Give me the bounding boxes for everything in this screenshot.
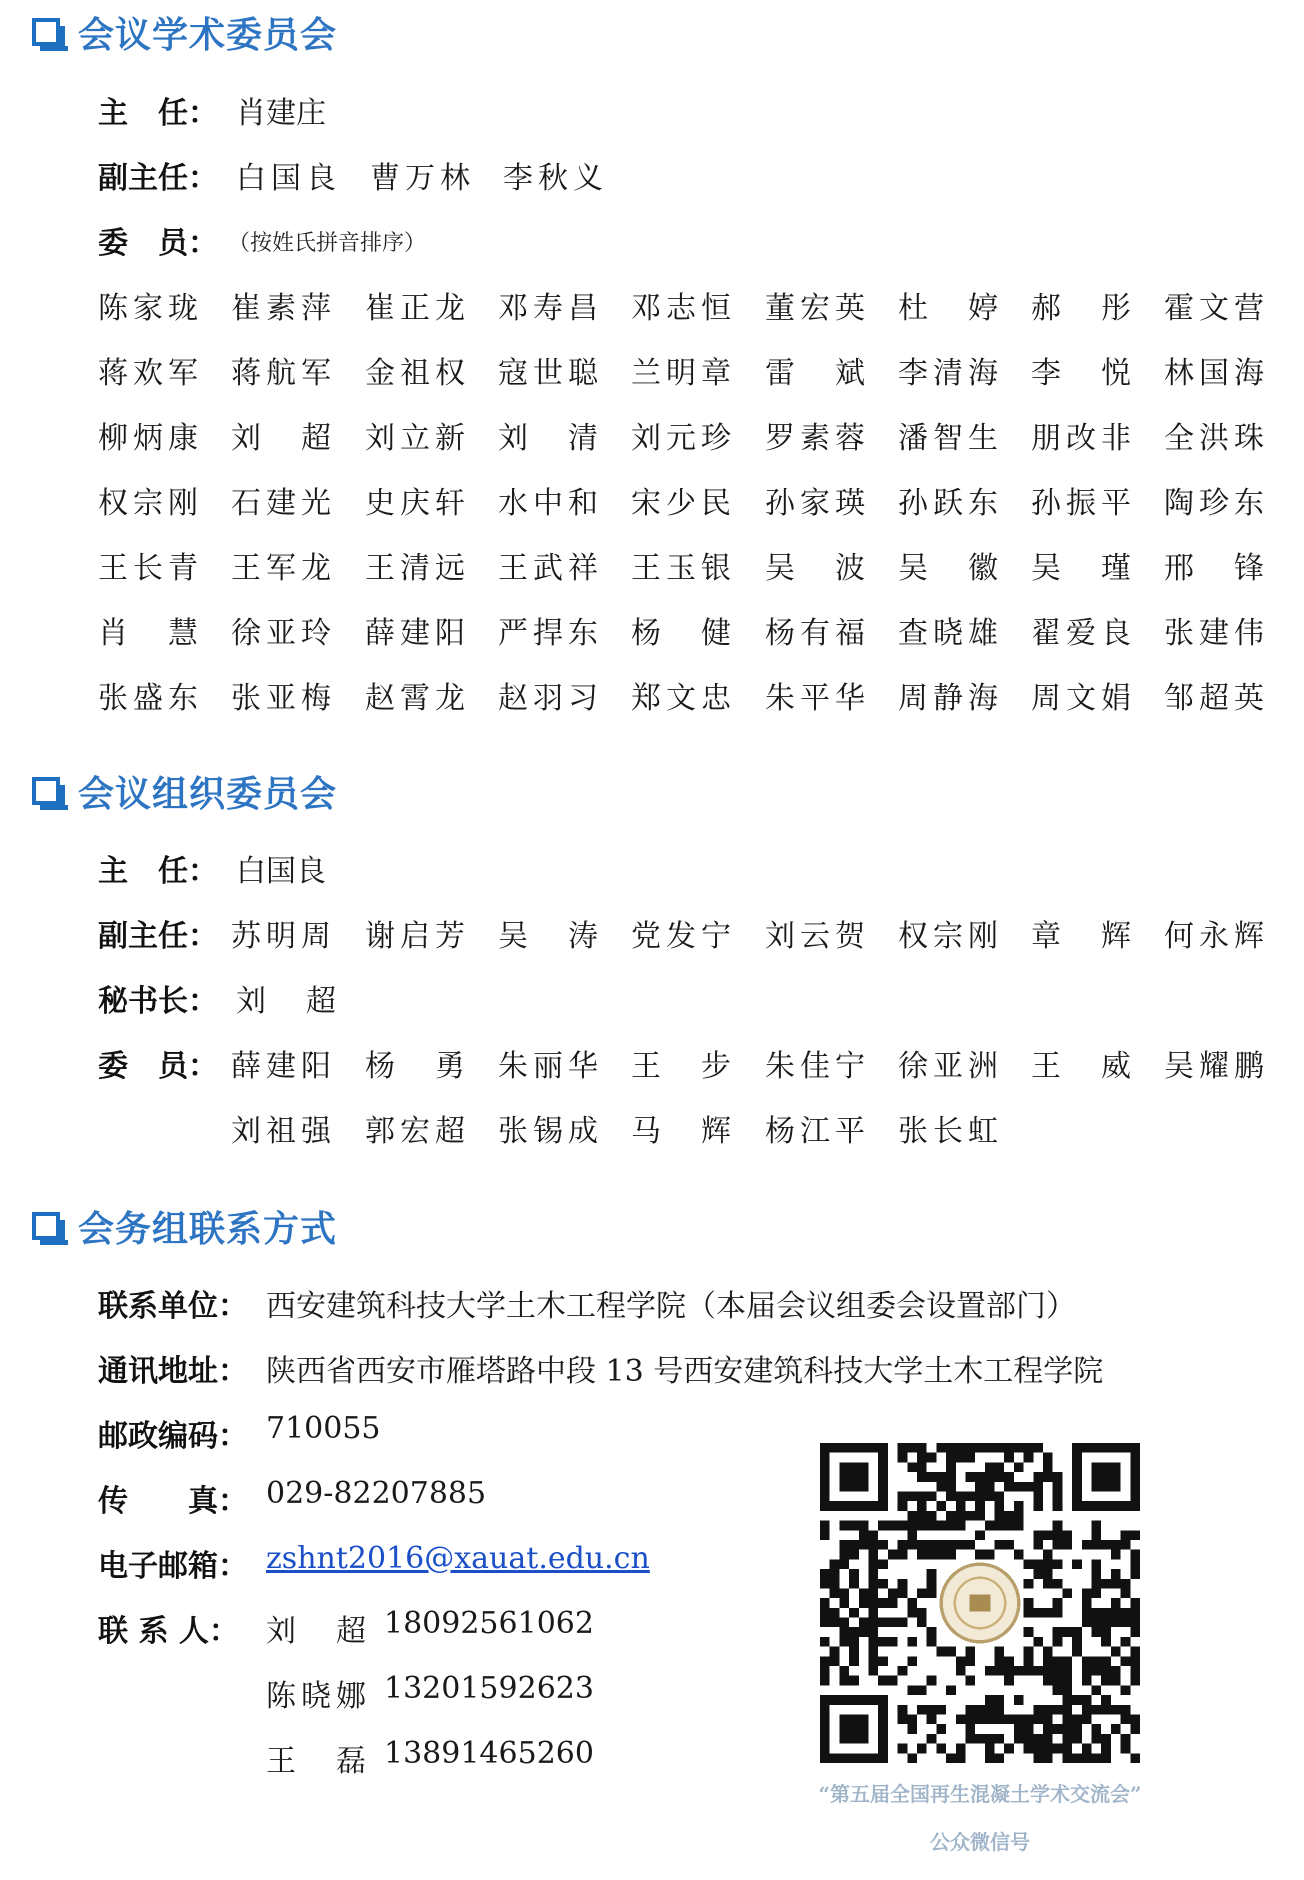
committee-member-name: 翟爱良 bbox=[1031, 616, 1131, 651]
committee-member-name: 刘祖强 bbox=[231, 1114, 331, 1149]
committee-member-name: 刘 清 bbox=[498, 421, 598, 456]
organizing-committee-heading bbox=[32, 765, 337, 817]
committee-member-name: 杜 婷 bbox=[898, 291, 998, 326]
committee-member-name: 兰明章 bbox=[631, 356, 731, 391]
committee-member-name: 杨 勇 bbox=[365, 1049, 465, 1084]
committee-member-name: 邹超英 bbox=[1164, 681, 1264, 716]
committee-member-name: 邓志恒 bbox=[631, 291, 731, 326]
committee-member-name: 孙跃东 bbox=[898, 486, 998, 521]
fax-value: 029-82207885 bbox=[266, 1476, 487, 1511]
committee-member-name: 严捍东 bbox=[498, 616, 598, 651]
committee-member-name: 王长青 bbox=[98, 551, 198, 586]
committee-member-name: 张盛东 bbox=[98, 681, 198, 716]
committee-member-name: 霍文营 bbox=[1164, 291, 1264, 326]
committee-member-name: 查晓雄 bbox=[898, 616, 998, 651]
committee-member-name: 朋改非 bbox=[1031, 421, 1131, 456]
committee-member-name: 陶珍东 bbox=[1164, 486, 1264, 521]
committee-member-name: 王清远 bbox=[365, 551, 465, 586]
checkbox-square-icon bbox=[32, 777, 60, 805]
person-label: 联 系 人： bbox=[98, 1614, 239, 1649]
committee-member-name: 全洪珠 bbox=[1164, 421, 1264, 456]
members-label: 委 员： bbox=[98, 226, 218, 261]
organizing-committee-title: 会议组织委员会 bbox=[78, 773, 338, 815]
committee-member-name: 宋少民 bbox=[631, 486, 731, 521]
committee-member-name: 郑文忠 bbox=[631, 681, 731, 716]
committee-member-name: 蒋航军 bbox=[231, 356, 331, 391]
deputy-name: 曹万林 bbox=[370, 161, 470, 196]
deputy-name: 刘云贺 bbox=[765, 919, 865, 954]
committee-member-name: 马 辉 bbox=[631, 1114, 731, 1149]
checkbox-square-icon bbox=[32, 1212, 60, 1240]
committee-member-name: 林国海 bbox=[1164, 356, 1264, 391]
committee-member-name: 李清海 bbox=[898, 356, 998, 391]
committee-member-name: 蒋欢军 bbox=[98, 356, 198, 391]
address-label: 通讯地址： bbox=[98, 1354, 248, 1389]
person-phone: 13891465260 bbox=[384, 1736, 594, 1771]
committee-member-name: 罗素蓉 bbox=[765, 421, 865, 456]
director-label: 主 任： bbox=[98, 854, 218, 889]
committee-member-name: 张亚梅 bbox=[231, 681, 331, 716]
committee-member-name: 刘 超 bbox=[231, 421, 331, 456]
committee-member-name: 潘智生 bbox=[898, 421, 998, 456]
committee-member-name: 柳炳康 bbox=[98, 421, 198, 456]
committee-member-name: 邓寿昌 bbox=[498, 291, 598, 326]
deputy-name: 权宗刚 bbox=[898, 919, 998, 954]
committee-member-name: 赵霄龙 bbox=[365, 681, 465, 716]
person-name: 王 磊 bbox=[266, 1744, 366, 1779]
committee-member-name: 朱丽华 bbox=[498, 1049, 598, 1084]
person-name: 刘 超 bbox=[266, 1614, 366, 1649]
committee-member-name: 肖 慧 bbox=[98, 616, 198, 651]
committee-member-name: 寇世聪 bbox=[498, 356, 598, 391]
deputy-name: 苏明周 bbox=[231, 919, 331, 954]
committee-member-name: 史庆轩 bbox=[365, 486, 465, 521]
postcode-value: 710055 bbox=[266, 1411, 381, 1446]
person-phone: 13201592623 bbox=[384, 1671, 594, 1706]
committee-member-name: 刘立新 bbox=[365, 421, 465, 456]
address-value: 陕西省西安市雁塔路中段 13 号西安建筑科技大学土木工程学院 bbox=[266, 1354, 1104, 1389]
committee-member-name: 郭宏超 bbox=[365, 1114, 465, 1149]
secretary-name: 刘 超 bbox=[236, 984, 336, 1019]
committee-member-name: 吴耀鹏 bbox=[1164, 1049, 1264, 1084]
committee-member-name: 李 悦 bbox=[1031, 356, 1131, 391]
qr-caption-title: “第五届全国再生混凝土学术交流会” bbox=[818, 1782, 1142, 1806]
qr-caption-subtitle: 公众微信号 bbox=[930, 1830, 1030, 1854]
contact-heading bbox=[32, 1200, 337, 1252]
email-link[interactable]: zshnt2016@xauat.edu.cn bbox=[266, 1541, 650, 1576]
fax-label: 传 真： bbox=[98, 1484, 248, 1519]
committee-member-name: 徐亚洲 bbox=[898, 1049, 998, 1084]
committee-member-name: 郝 彤 bbox=[1031, 291, 1131, 326]
committee-member-name: 杨有福 bbox=[765, 616, 865, 651]
committee-member-name: 孙振平 bbox=[1031, 486, 1131, 521]
committee-member-name: 石建光 bbox=[231, 486, 331, 521]
committee-member-name: 邢 锋 bbox=[1164, 551, 1264, 586]
director-name: 肖建庄 bbox=[236, 96, 326, 131]
committee-member-name: 赵羽习 bbox=[498, 681, 598, 716]
academic-committee-heading bbox=[32, 6, 337, 58]
committee-member-name: 周静海 bbox=[898, 681, 998, 716]
unit-value: 西安建筑科技大学土木工程学院（本届会议组委会设置部门） bbox=[266, 1289, 1076, 1324]
committee-member-name: 孙家瑛 bbox=[765, 486, 865, 521]
committee-member-name: 刘元珍 bbox=[631, 421, 731, 456]
deputy-name: 白国良 bbox=[236, 161, 336, 196]
committee-member-name: 周文娟 bbox=[1031, 681, 1131, 716]
committee-member-name: 金祖权 bbox=[365, 356, 465, 391]
unit-label: 联系单位： bbox=[98, 1289, 248, 1324]
committee-member-name: 朱平华 bbox=[765, 681, 865, 716]
academic-committee-title: 会议学术委员会 bbox=[78, 14, 338, 56]
committee-member-name: 王武祥 bbox=[498, 551, 598, 586]
committee-member-name: 张长虹 bbox=[898, 1114, 998, 1149]
wechat-qr-code bbox=[820, 1443, 1140, 1763]
deputy-label: 副主任： bbox=[98, 161, 218, 196]
person-name: 陈晓娜 bbox=[266, 1679, 366, 1714]
secretary-label: 秘书长： bbox=[98, 984, 218, 1019]
committee-member-name: 王军龙 bbox=[231, 551, 331, 586]
committee-member-name: 朱佳宁 bbox=[765, 1049, 865, 1084]
deputy-name: 何永辉 bbox=[1164, 919, 1264, 954]
deputy-name: 党发宁 bbox=[631, 919, 731, 954]
committee-member-name: 张锡成 bbox=[498, 1114, 598, 1149]
committee-member-name: 崔素萍 bbox=[231, 291, 331, 326]
committee-member-name: 王 步 bbox=[631, 1049, 731, 1084]
committee-member-name: 杨江平 bbox=[765, 1114, 865, 1149]
committee-member-name: 水中和 bbox=[498, 486, 598, 521]
committee-member-name: 吴 波 bbox=[765, 551, 865, 586]
committee-member-name: 权宗刚 bbox=[98, 486, 198, 521]
deputy-label: 副主任： bbox=[98, 919, 218, 954]
committee-member-name: 王玉银 bbox=[631, 551, 731, 586]
university-logo-icon bbox=[936, 1559, 1023, 1646]
checkbox-square-icon bbox=[32, 18, 60, 46]
committee-member-name: 徐亚玲 bbox=[231, 616, 331, 651]
committee-member-name: 吴 瑾 bbox=[1031, 551, 1131, 586]
director-name: 白国良 bbox=[236, 854, 326, 889]
committee-member-name: 陈家珑 bbox=[98, 291, 198, 326]
deputy-name: 李秋义 bbox=[503, 161, 603, 196]
deputy-name: 吴 涛 bbox=[498, 919, 598, 954]
committee-member-name: 董宏英 bbox=[765, 291, 865, 326]
contact-title: 会务组联系方式 bbox=[78, 1208, 338, 1250]
director-label: 主 任： bbox=[98, 96, 218, 131]
members-sort-note: （按姓氏拼音排序） bbox=[228, 231, 427, 256]
committee-member-name: 王 威 bbox=[1031, 1049, 1131, 1084]
postcode-label: 邮政编码： bbox=[98, 1419, 248, 1454]
deputy-name: 章 辉 bbox=[1031, 919, 1131, 954]
committee-member-name: 杨 健 bbox=[631, 616, 731, 651]
committee-member-name: 雷 斌 bbox=[765, 356, 865, 391]
members-label: 委 员： bbox=[98, 1049, 218, 1084]
committee-member-name: 崔正龙 bbox=[365, 291, 465, 326]
committee-member-name: 薛建阳 bbox=[365, 616, 465, 651]
committee-member-name: 张建伟 bbox=[1164, 616, 1264, 651]
person-phone: 18092561062 bbox=[384, 1606, 594, 1641]
committee-member-name: 薛建阳 bbox=[231, 1049, 331, 1084]
email-label: 电子邮箱： bbox=[98, 1549, 248, 1584]
committee-member-name: 吴 徽 bbox=[898, 551, 998, 586]
deputy-name: 谢启芳 bbox=[365, 919, 465, 954]
